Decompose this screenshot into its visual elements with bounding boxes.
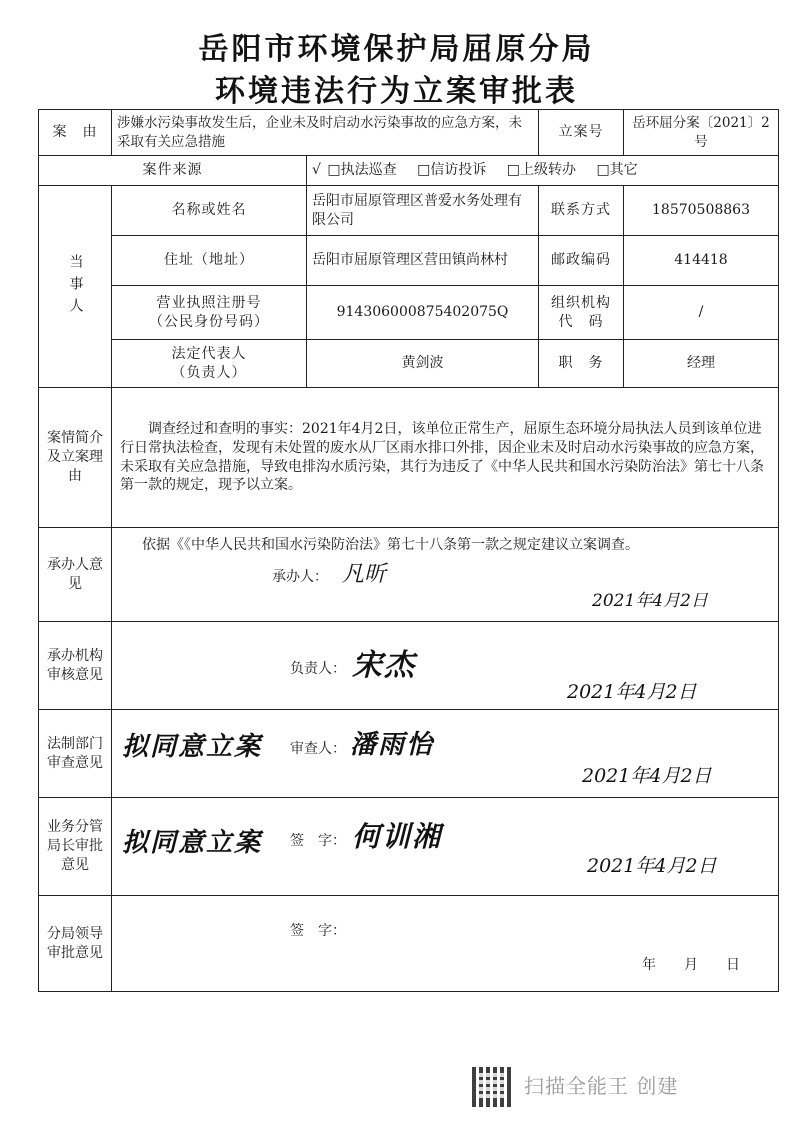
party-rep-value: 黄剑波 [307,340,539,388]
source-option-patrol: □执法巡查 [327,162,397,179]
leader-label: 分局领导审批意见 [39,896,112,992]
leader-sign-label: 签 字： [290,923,346,939]
party-rep-label-1: 法定代表人 [171,345,247,362]
review-cell [112,622,779,710]
legal-cell [112,710,779,798]
party-name-label: 名称或姓名 [112,186,307,236]
case-cause-value: 涉嫌水污染事故发生后，企业未及时启动水污染事故的应急方案，未采取有关应急措施 [112,110,539,156]
party-label [39,186,112,388]
party-license-label-1: 营业执照注册号 [156,294,262,311]
scanner-watermark: 扫描全能王 创建 [524,1074,679,1098]
party-contact-label: 联系方式 [539,186,624,236]
case-cause-label: 案 由 [39,110,112,156]
qr-code-icon [472,1067,512,1107]
deputy-opinion: 拟同意立案 [122,828,263,858]
document-title-line1: 岳阳市环境保护局屈原分局 [198,32,595,67]
deputy-label: 业务分管局长审批意见 [39,798,112,896]
party-org-label-2: 代 码 [558,313,604,330]
party-postcode-value: 414418 [624,236,779,286]
handler-sign-label: 承办人： [272,569,328,585]
case-number-value: 岳环屈分案〔2021〕2号 [624,110,779,156]
case-source-label: 案件来源 [39,156,307,186]
party-contact-value: 18570508863 [624,186,779,236]
review-date: 2021年4月2日 [567,681,697,703]
party-name-value: 岳阳市屈原管理区普爱水务处理有限公司 [307,186,539,236]
handler-opinion-cell [112,528,779,622]
facts-text: 调查经过和查明的事实：2021年4月2日，该单位正常生产，屈原生态环境分局执法人员到该单位进行日常执法检查，发现有未处置的废水从厂区雨水排口外排，因企业未及时启动水污染事故的应急方案，未采取有关应急措施，导致电排沟水质污染，其行为违反了《中华人民共和国水污染防治法》第七十八条第一款的规定，现予以立案。 [112,388,779,528]
leader-date-blank: 年 月 日 [642,957,740,973]
source-option-other: □其它 [596,162,638,179]
party-position-label: 职 务 [539,340,624,388]
handler-label: 承办人意见 [39,528,112,622]
deputy-date: 2021年4月2日 [587,855,717,877]
document-title-line2: 环境违法行为立案审批表 [215,74,578,109]
facts-label: 案情简介及立案理由 [39,388,112,528]
review-label: 承办机构审核意见 [39,622,112,710]
approval-form-table [38,109,779,992]
party-license-label-2: （公民身份号码） [149,313,269,330]
party-position-value: 经理 [624,340,779,388]
handler-signature: 凡昕 [342,562,387,587]
party-label-text: 当事人 [67,253,84,320]
deputy-signature: 何训湘 [352,820,443,853]
party-address-value: 岳阳市屈原管理区营田镇尚林村 [307,236,539,286]
case-source-options [307,156,779,186]
legal-opinion: 拟同意立案 [122,732,263,762]
legal-date: 2021年4月2日 [582,765,712,787]
case-number-label: 立案号 [539,110,624,156]
party-license-label [112,286,307,340]
source-option-petition: □信访投诉 [417,162,487,179]
deputy-sign-label: 签 字： [290,833,346,849]
party-org-label-1: 组织机构 [551,294,611,311]
party-postcode-label: 邮政编码 [539,236,624,286]
party-org-value: / [624,286,779,340]
review-signature: 宋杰 [352,648,416,683]
party-license-value: 914306000875402075Q [307,286,539,340]
deputy-cell [112,798,779,896]
source-check-mark: √ [312,162,321,179]
leader-cell [112,896,779,992]
party-rep-label-2: （负责人） [171,364,247,381]
party-address-label: 住址（地址） [112,236,307,286]
source-option-transfer: □上级转办 [506,162,576,179]
party-org-label [539,286,624,340]
party-rep-label [112,340,307,388]
handler-opinion-text: 依据《《中华人民共和国水污染防治法》第七十八条第一款之规定建议立案调查。 [142,537,639,553]
legal-signature: 潘雨怡 [350,730,435,760]
handler-date: 2021年4月2日 [592,591,708,611]
legal-label: 法制部门审查意见 [39,710,112,798]
legal-sign-label: 审查人： [290,741,346,757]
review-sign-label: 负责人： [290,661,346,677]
